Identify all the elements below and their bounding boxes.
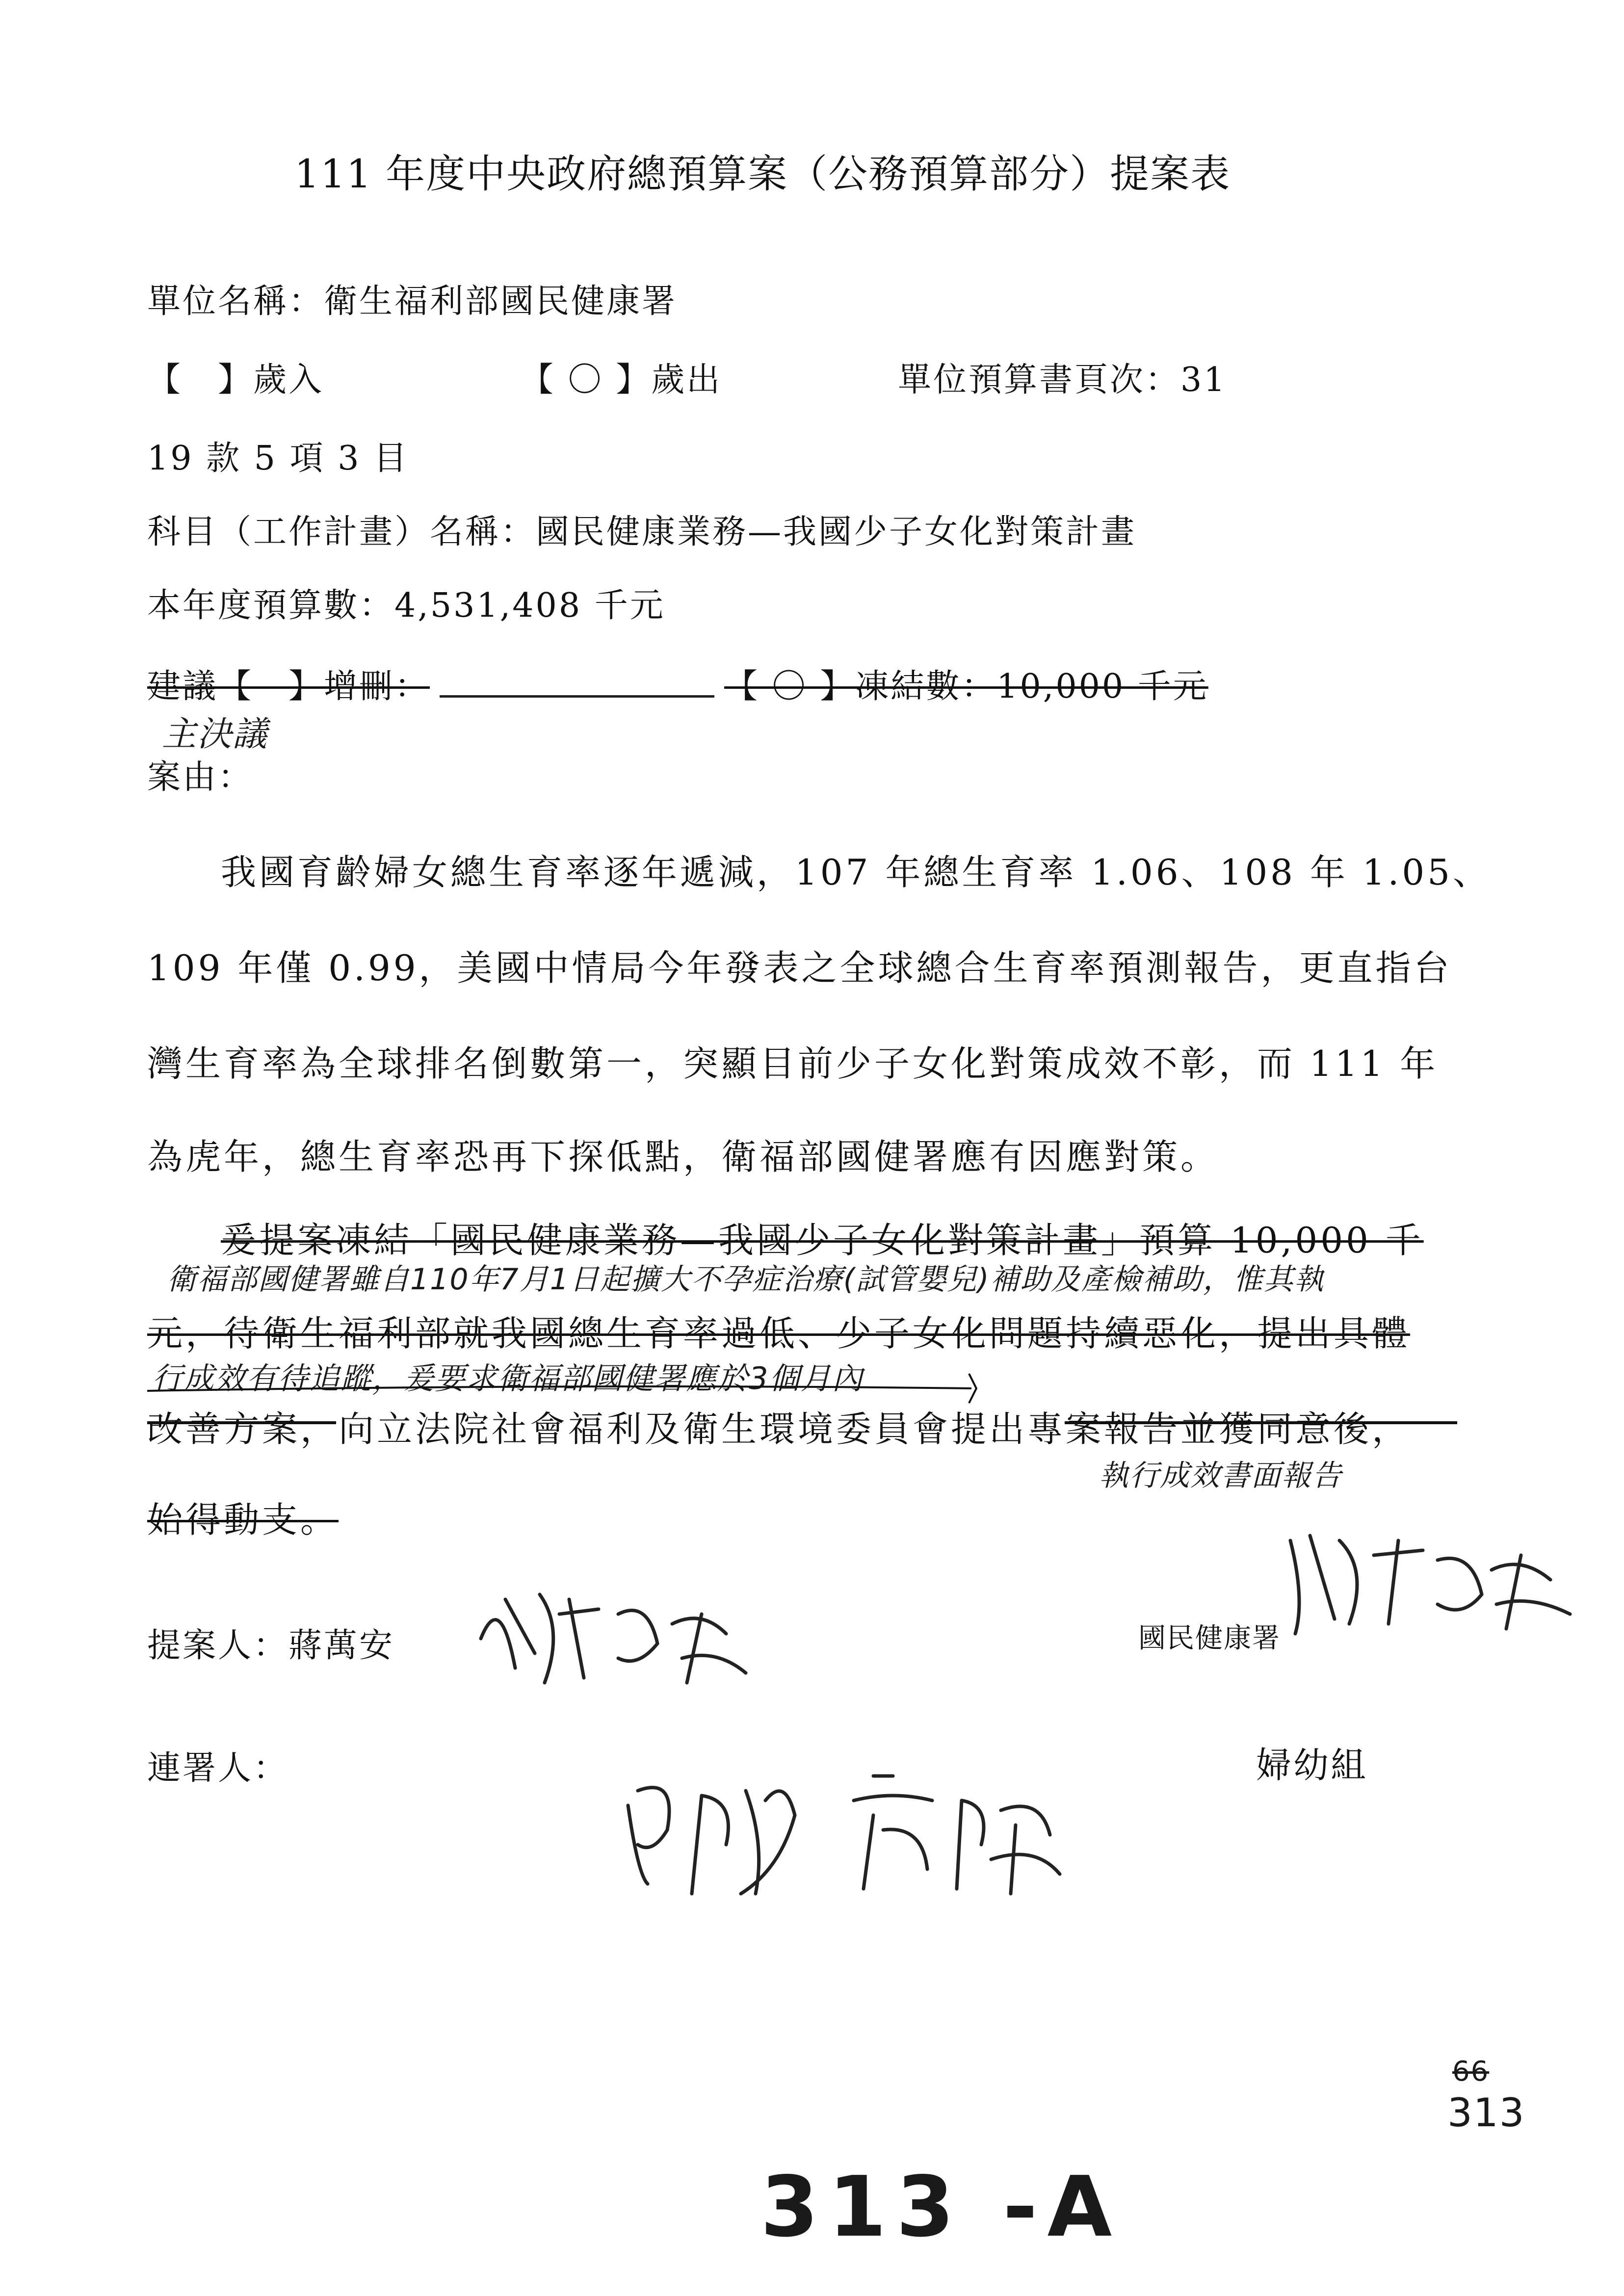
reason-line-1: 我國育齡婦女總生育率逐年遞減，107 年總生育率 1.06、108 年 1.05、 bbox=[221, 852, 1492, 893]
cosigner-label: 連署人： bbox=[147, 1749, 289, 1788]
unit-name: 單位名稱：衛生福利部國民健康署 bbox=[147, 282, 678, 321]
proposer: 提案人：蔣萬安 bbox=[147, 1626, 395, 1665]
signature-stroke bbox=[481, 1594, 746, 1683]
resolution-line-4: 始得動支。 bbox=[147, 1499, 339, 1540]
handwritten-main-resolution: 主決議 bbox=[162, 714, 268, 754]
budget-page-reference: 單位預算書頁次：31 bbox=[898, 361, 1227, 399]
stamp-number: 313 -A bbox=[760, 2159, 1122, 2256]
insertion-bracket bbox=[147, 1386, 971, 1391]
agency-name: 國民健康署 bbox=[1138, 1622, 1281, 1654]
proposal-freeze: 【 〇 】凍結數：10,000 千元 bbox=[724, 667, 1208, 706]
case-label: 案由： bbox=[147, 758, 254, 797]
annual-budget: 本年度預算數：4,531,408 千元 bbox=[147, 586, 665, 625]
resolution-line-2: 元，待衛生福利部就我國總生育率過低、少子女化問題持續惡化，提出具體 bbox=[147, 1313, 1411, 1354]
resolution-line-3: 改善方案，向立法院社會福利及衛生環境委員會提出專案報告並獲同意後， bbox=[147, 1409, 1411, 1450]
proposer-signature bbox=[471, 1570, 775, 1697]
revenue-checkbox: 【 】歲入 bbox=[147, 361, 324, 399]
reason-line-4: 為虎年，總生育率恐再下探低點，衛福部國健署應有因應對策。 bbox=[147, 1136, 1219, 1177]
resolution-line-1: 爰提案凍結「國民健康業務—我國少子女化對策計畫」預算 10,000 千 bbox=[221, 1220, 1424, 1261]
proposal-add-delete: 建議【 】增刪： bbox=[147, 667, 430, 706]
page-mark-bottom: 313 bbox=[1447, 2090, 1525, 2136]
subject-name: 科目（工作計畫）名稱：國民健康業務—我國少子女化對策計畫 bbox=[147, 513, 1137, 551]
handwritten-insert-1: 衛福部國健署雖自110年7月1日起擴大不孕症治療(試管嬰兒)補助及產檢補助，惟其執 bbox=[167, 1262, 1325, 1297]
cosigner-signature bbox=[618, 1747, 1158, 1908]
division-name: 婦幼組 bbox=[1256, 1745, 1368, 1786]
reason-line-2: 109 年僅 0.99，美國中情局今年發表之全球總合生育率預測報告，更直指台 bbox=[147, 947, 1452, 989]
item-code: 19 款 5 項 3 目 bbox=[147, 439, 409, 478]
reason-line-3: 灣生育率為全球排名倒數第一，突顯目前少子女化對策成效不彰，而 111 年 bbox=[147, 1043, 1439, 1084]
page-mark-top-value: 66 bbox=[1452, 2056, 1490, 2087]
agency-signature bbox=[1276, 1521, 1580, 1644]
expense-checkbox: 【 〇 】歲出 bbox=[520, 361, 722, 399]
document-title: 111 年度中央政府總預算案（公務預算部分）提案表 bbox=[294, 151, 1231, 197]
handwritten-insert-3: 執行成效書面報告 bbox=[1099, 1459, 1342, 1493]
signature-stroke bbox=[628, 1776, 1060, 1894]
signature-stroke bbox=[1290, 1536, 1570, 1634]
handwritten-insert-2: 行成效有待追蹤，爰要求衛福部國健署應於3個月內 bbox=[152, 1360, 864, 1396]
page-mark-top bbox=[1452, 2056, 1489, 2087]
